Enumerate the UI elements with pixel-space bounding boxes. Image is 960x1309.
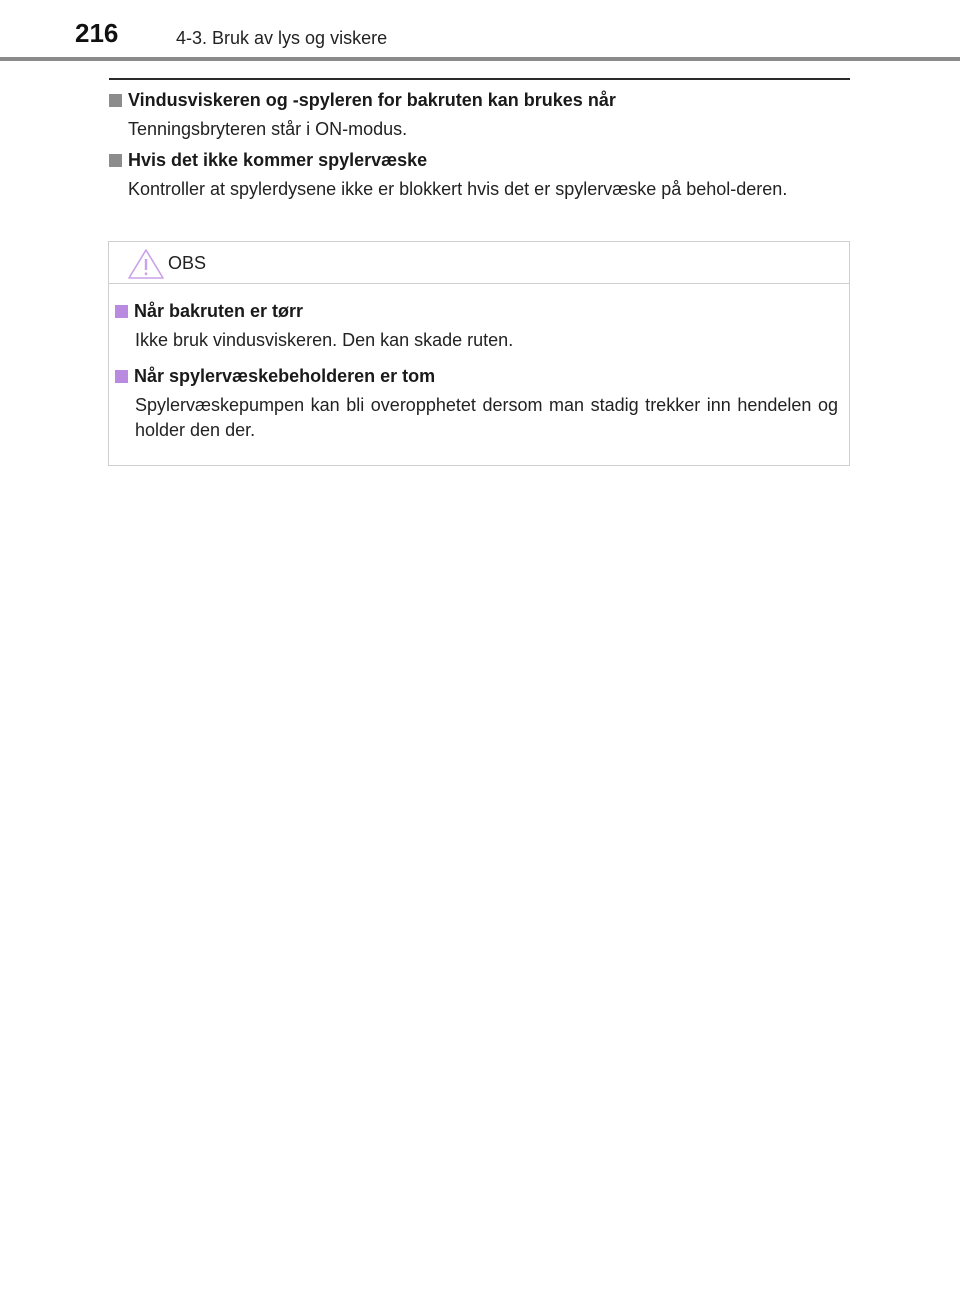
section-rear-wiper (109, 90, 850, 142)
notice-item-heading (115, 366, 841, 387)
section-heading (109, 90, 850, 111)
section-no-washer-fluid (109, 150, 850, 202)
section-body: Tenningsbryteren står i ON-modus. (128, 119, 408, 139)
notice-item-heading (115, 301, 841, 322)
square-bullet-icon (109, 94, 122, 107)
notice-item-heading-text: Når spylervæskebeholderen er tom (134, 366, 436, 386)
square-bullet-icon (115, 370, 128, 383)
section-heading (109, 150, 850, 171)
section-heading-text: Hvis det ikke kommer spylervæske (128, 150, 428, 170)
square-bullet-icon (115, 305, 128, 318)
content-rule (109, 78, 850, 80)
section-heading-text: Vindusviskeren og -spyleren for bakruten kan brukes når (128, 90, 616, 110)
square-bullet-icon (109, 154, 122, 167)
notice-box (108, 241, 850, 466)
header-rule (0, 57, 960, 61)
notice-item-body: Ikke bruk vindusviskeren. Den kan skade ruten. (135, 330, 514, 350)
chapter-title: 4-3. Bruk av lys og viskere (176, 28, 388, 48)
notice-header (109, 242, 849, 284)
notice-label: OBS (168, 253, 207, 273)
notice-item-empty-reservoir (115, 366, 841, 443)
warning-triangle-icon (127, 248, 165, 280)
notice-item-dry-rear-window (115, 301, 841, 353)
notice-item-heading-text: Når bakruten er tørr (134, 301, 304, 321)
section-body: Kontroller at spylerdysene ikke er blokkert hvis det er spylervæske på behol-deren. (128, 179, 788, 199)
notice-item-body: Spylervæskepumpen kan bli overopphetet dersom man stadig trekker inn hendelen og holder den der. (135, 395, 838, 440)
page-number: 216 (75, 18, 119, 48)
